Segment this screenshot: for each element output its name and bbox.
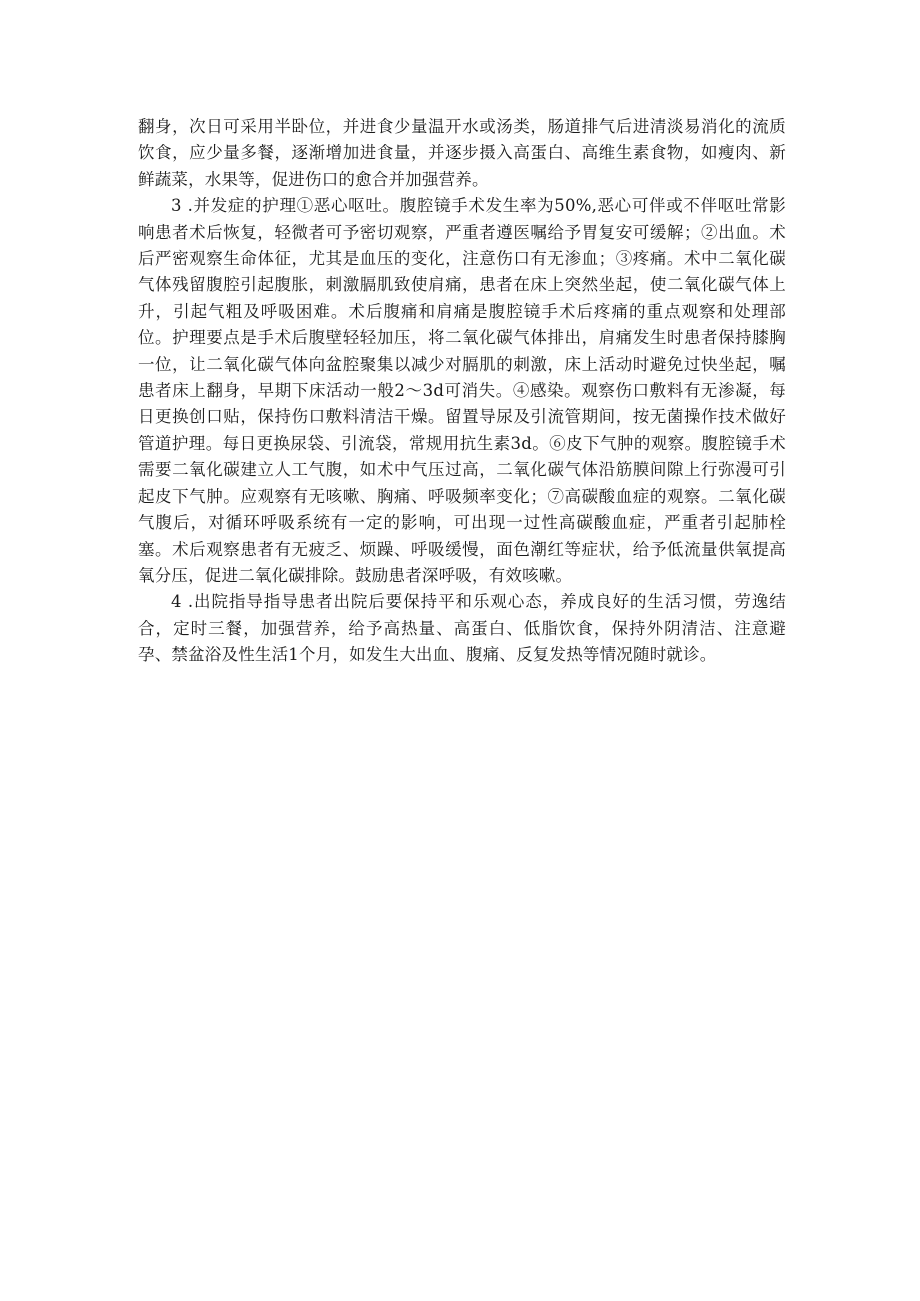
paragraph-continued-diet: 翻身，次日可采用半卧位，并进食少量温开水或汤类，肠道排气后进清淡易消化的流质饮食，应少量多餐，逐渐增加进食量，并逐步摄入高蛋白、高维生素食物，如瘦肉、新鲜蔬菜，水果等，促进伤口的愈合并加强营养。 bbox=[138, 117, 786, 189]
document-page bbox=[138, 114, 786, 669]
paragraph-discharge-guidance: 4 .出院指导指导患者出院后要保持平和乐观心态，养成良好的生活习惯，劳逸结合，定时三餐，加强营养，给予高热量、高蛋白、低脂饮食，保持外阴清洁、注意避孕、禁盆浴及性生活1个月，如发生大出血、腹痛、反复发热等情况随时就诊。 bbox=[138, 592, 786, 665]
paragraph-complication-care: 3 .并发症的护理①恶心呕吐。腹腔镜手术发生率为50%,恶心可伴或不伴呕吐常影响患者术后恢复，轻微者可予密切观察，严重者遵医嘱给予胃复安可缓解；②出血。术后严密观察生命体征，尤其是血压的变化，注意伤口有无渗血；③疼痛。术中二氧化碳气体残留腹腔引起腹胀，刺激膈肌致使肩痛，患者在床上突然坐起，使二氧化碳气体上升，引起气粗及呼吸困难。术后腹痛和肩痛是腹腔镜手术后疼痛的重点观察和处理部位。护理要点是手术后腹壁轻轻加压，将二氧化碳气体排出，肩痛发生时患者保持膝胸一位，让二氧化碳气体向盆腔聚集以减少对膈肌的刺激，床上活动时避免过快坐起，嘱患者床上翻身，早期下床活动一般2～3d可消失。④感染。观察伤口敷料有无渗凝，每日更换创口贴，保持伤口敷料清洁干燥。留置导尿及引流管期间，按无菌操作技术做好管道护理。每日更换尿袋、引流袋，常规用抗生素3d。⑥皮下气肿的观察。腹腔镜手术需要二氧化碳建立人工气腹，如术中气压过高，二氧化碳气体沿筋膜间隙上行弥漫可引起皮下气肿。应观察有无咳嗽、胸痛、呼吸频率变化；⑦高碳酸血症的观察。二氧化碳气腹后，对循环呼吸系统有一定的影响，可出现一过性高碳酸血症，严重者引起肺栓塞。术后观察患者有无疲乏、烦躁、呼吸缓慢，面色潮红等症状，给予低流量供氧提高氧分压，促进二氧化碳排除。鼓励患者深呼吸，有效咳嗽。 bbox=[138, 196, 786, 585]
